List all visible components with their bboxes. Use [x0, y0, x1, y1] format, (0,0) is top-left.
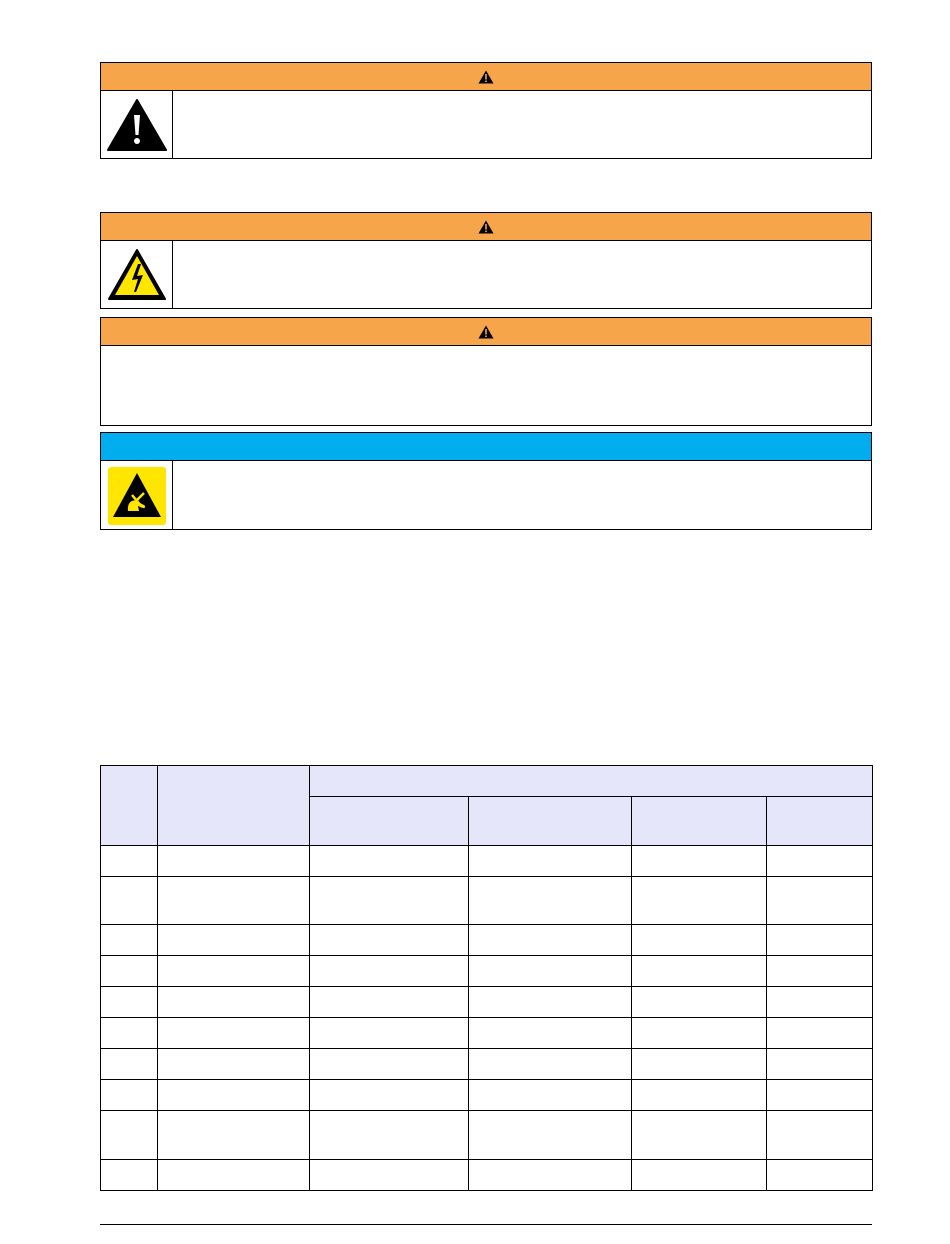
table-row [101, 987, 873, 1018]
table-header-cell [767, 797, 873, 846]
table-row [101, 846, 873, 877]
table-row [101, 1111, 873, 1160]
warning-triangle-icon [478, 70, 494, 84]
table-row [101, 1080, 873, 1111]
esd-sensitive-icon [101, 461, 173, 530]
notice-text [173, 91, 871, 159]
notice-header [101, 433, 871, 461]
notice-text [173, 241, 871, 309]
table-row [101, 1160, 873, 1191]
table-header-cell [310, 797, 469, 846]
table-row [101, 925, 873, 956]
table-row [101, 1049, 873, 1080]
table-header-cell [158, 766, 310, 846]
footer-divider [100, 1224, 872, 1225]
specification-table [100, 765, 873, 1191]
table-header-cell [469, 797, 632, 846]
table-row [101, 956, 873, 987]
table-header-cell [632, 797, 767, 846]
notice-text [101, 346, 871, 426]
warning-box-plain [100, 317, 872, 426]
warning-box-electrical [100, 212, 872, 309]
warning-header [101, 63, 871, 91]
table-row [101, 877, 873, 925]
warning-header [101, 318, 871, 346]
notice-box-esd [100, 432, 872, 530]
warning-triangle-icon [478, 325, 494, 339]
table-row [101, 1018, 873, 1049]
warning-box-general [100, 62, 872, 159]
notice-text [173, 461, 871, 530]
electrical-shock-icon [101, 241, 173, 309]
warning-triangle-icon [478, 220, 494, 234]
general-hazard-icon [101, 91, 173, 159]
warning-header [101, 213, 871, 241]
table-header-group [310, 766, 873, 797]
table-header-cell [101, 766, 158, 846]
